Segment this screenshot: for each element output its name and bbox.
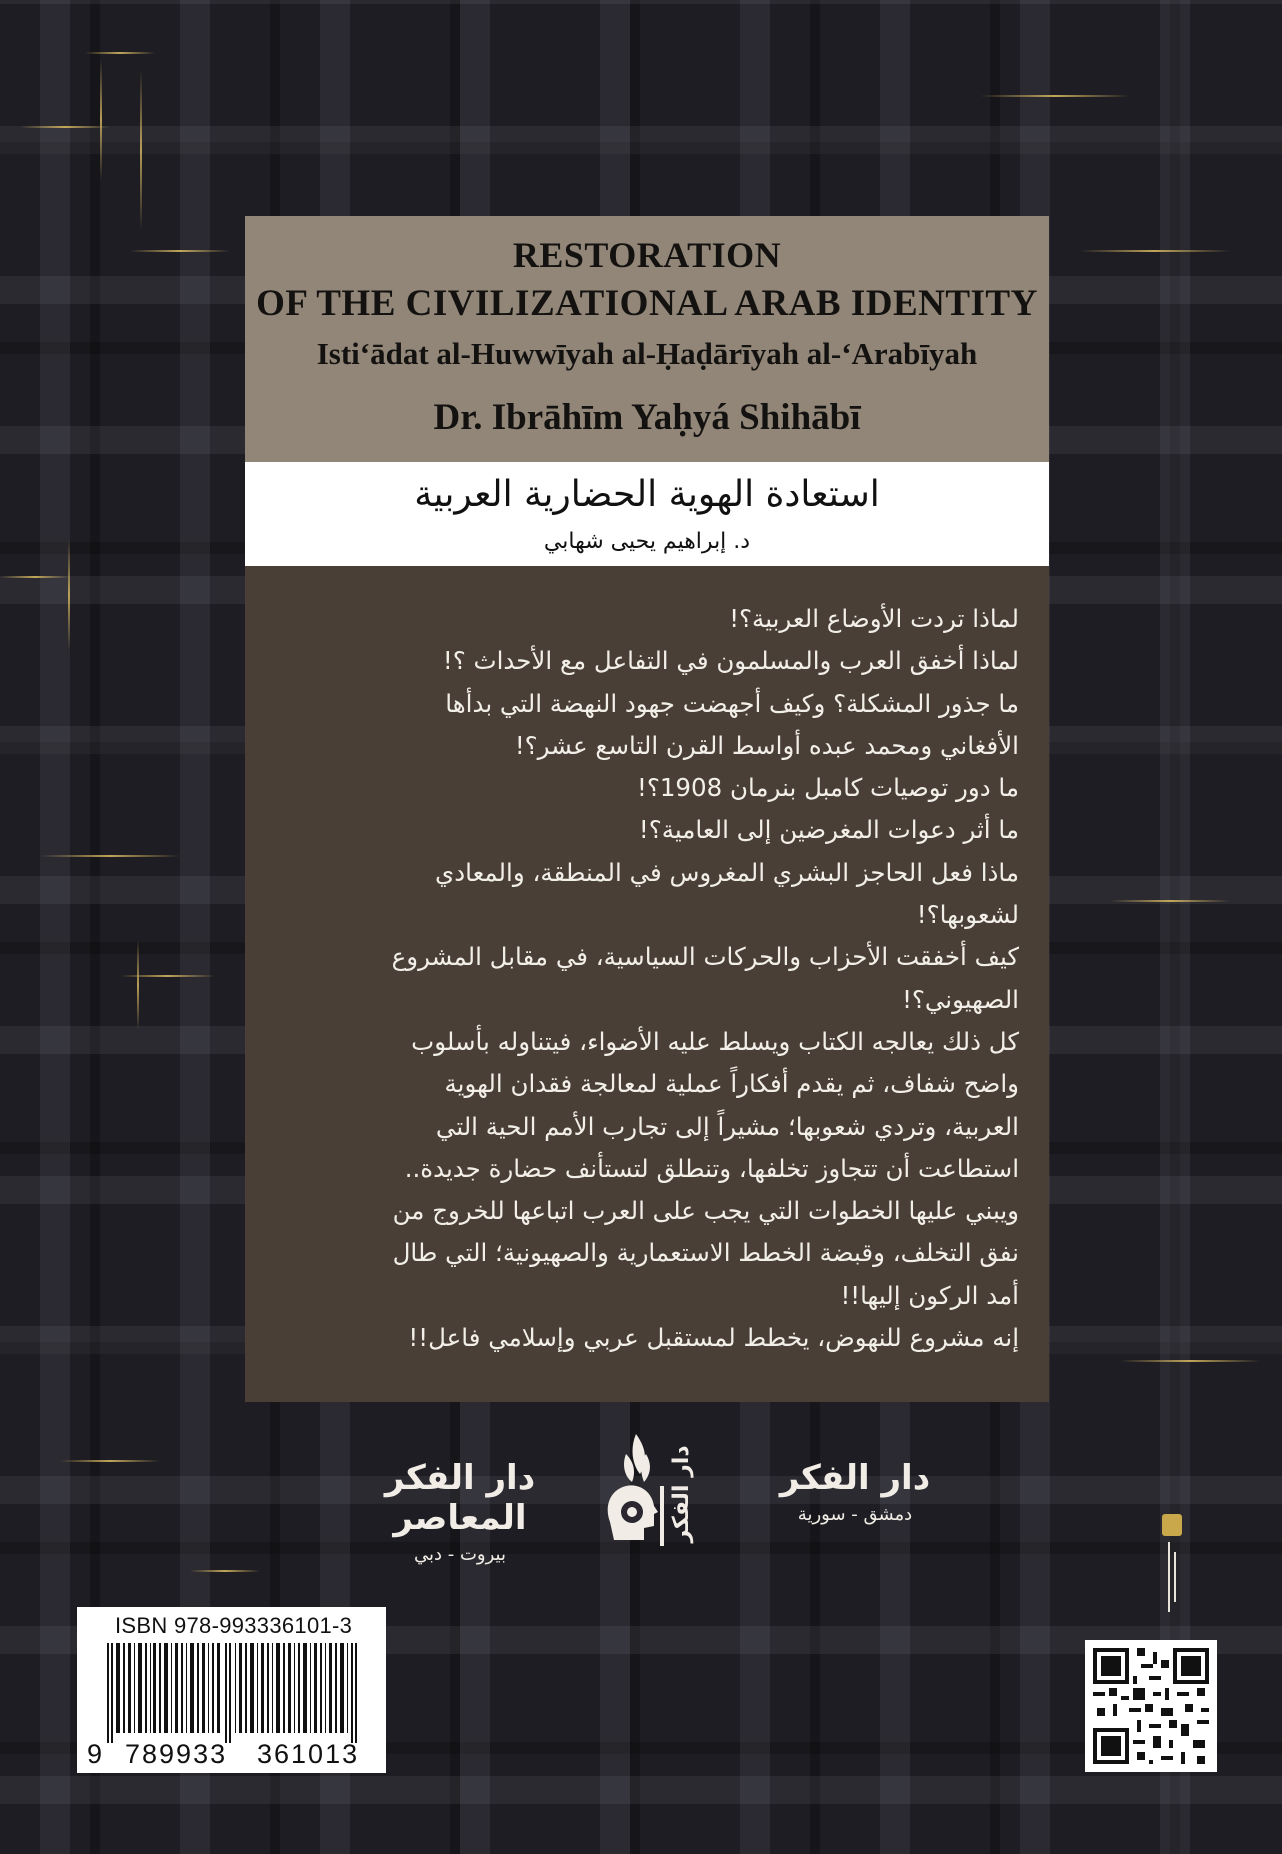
gold-thread [1120, 1360, 1260, 1362]
english-title-band [245, 216, 1049, 462]
publisher-beirut [315, 1458, 605, 1565]
publisher-beirut-name: دار الفكر المعاصر [384, 1458, 536, 1538]
blurb-line: كيف أخفقت الأحزاب والحركات السياسية، في مقابل المشروع [391, 942, 1019, 972]
gold-thread [60, 1460, 160, 1462]
blurb-line: إنه مشروع للنهوض، يخطط لمستقبل عربي وإسلامي فاعل!! [408, 1323, 1019, 1353]
gold-thread [190, 1570, 260, 1572]
media-designer-mark-icon [1160, 1512, 1186, 1622]
gold-thread-vertical [140, 70, 142, 230]
blurb-line: أمد الركون إليها!! [840, 1280, 1019, 1310]
blurb-line: لشعوبها؟! [916, 900, 1019, 930]
gold-thread [85, 52, 155, 54]
publisher-damascus-name: دار الفكر [779, 1458, 931, 1498]
english-title-line2: OF THE CIVILIZATIONAL ARAB IDENTITY [256, 283, 1038, 324]
isbn-label: ISBN 978-993336101-3 [115, 1613, 353, 1638]
gold-thread-vertical [100, 60, 102, 180]
barcode-digits-group1: 789933 [125, 1739, 228, 1769]
blurb-line: ما أثر دعوات المغرضين إلى العامية؟! [638, 815, 1019, 845]
blurb-line: استطاعت أن تتجاوز تخلفها، وتنطلق لتستأنف حضارة جديدة.. [404, 1153, 1019, 1183]
blurb-line: الصهيوني؟! [902, 984, 1019, 1014]
isbn-barcode [77, 1607, 386, 1773]
arabic-title: استعادة الهوية الحضارية العربية [414, 474, 880, 515]
gold-thread-vertical [137, 940, 139, 1030]
gold-thread [980, 95, 1130, 97]
publisher-beirut-city: بيروت - دبي [414, 1544, 506, 1565]
barcode-icon [89, 1643, 374, 1743]
english-title-line1: RESTORATION [512, 235, 782, 275]
arabic-author: د. إبراهيم يحيى شهابي [543, 529, 751, 554]
barcode-digits-group2: 361013 [257, 1739, 360, 1769]
publisher-logo-icon [596, 1426, 716, 1556]
publisher-damascus [735, 1458, 975, 1525]
blurb-line: ماذا فعل الحاجز البشري المغروس في المنطقة، والمعادي [435, 857, 1019, 887]
transliterated-title: Isti‘ādat al-Huwwīyah al-Ḥaḍārīyah al-‘Arabīyah [316, 336, 978, 371]
logo-text: دار الفكر [669, 1445, 694, 1543]
blurb-line: واضح شفاف، ثم يقدم أفكاراً عملية لمعالجة فقدان الهوية [444, 1069, 1019, 1099]
gold-thread [0, 576, 70, 578]
blurb-line: العربية، وتردي شعوبها؛ مشيراً إلى تجارب الأمم الحية التي [435, 1111, 1019, 1141]
blurb-block [245, 566, 1049, 1402]
english-author: Dr. Ibrāhīm Yaḥyá Shihābī [433, 397, 861, 438]
gold-thread [1080, 250, 1230, 252]
gold-thread [1110, 900, 1230, 902]
blurb-text [275, 598, 1019, 1359]
publisher-damascus-city: دمشق - سورية [797, 1504, 913, 1525]
barcode-digit-first: 9 [87, 1739, 103, 1769]
blurb-line: كل ذلك يعالجه الكتاب ويسلط عليه الأضواء، فيتناوله بأسلوب [411, 1026, 1019, 1056]
blurb-line: ما جذور المشكلة؟ وكيف أجهضت جهود النهضة التي بدأها [445, 688, 1019, 718]
gold-thread-vertical [68, 540, 70, 650]
gold-thread [130, 250, 230, 252]
qr-code-icon [1085, 1640, 1217, 1772]
gold-thread [40, 855, 180, 857]
gold-thread [120, 975, 215, 977]
arabic-title-band [245, 462, 1049, 566]
blurb-line: الأفغاني ومحمد عبده أواسط القرن التاسع عشر؟! [514, 730, 1019, 760]
blurb-line: لماذا أخفق العرب والمسلمون في التفاعل مع الأحداث ؟! [442, 646, 1019, 676]
blurb-line: ويبني عليها الخطوات التي يجب على العرب اتباعها للخروج من [392, 1196, 1019, 1226]
blurb-line: نفق التخلف، وقبضة الخطط الاستعمارية والصهيونية؛ التي طال [392, 1238, 1019, 1268]
gold-thread [20, 126, 110, 128]
blurb-line: لماذا تردت الأوضاع العربية؟! [729, 604, 1019, 633]
blurb-line: ما دور توصيات كامبل بنرمان 1908؟! [637, 773, 1019, 803]
